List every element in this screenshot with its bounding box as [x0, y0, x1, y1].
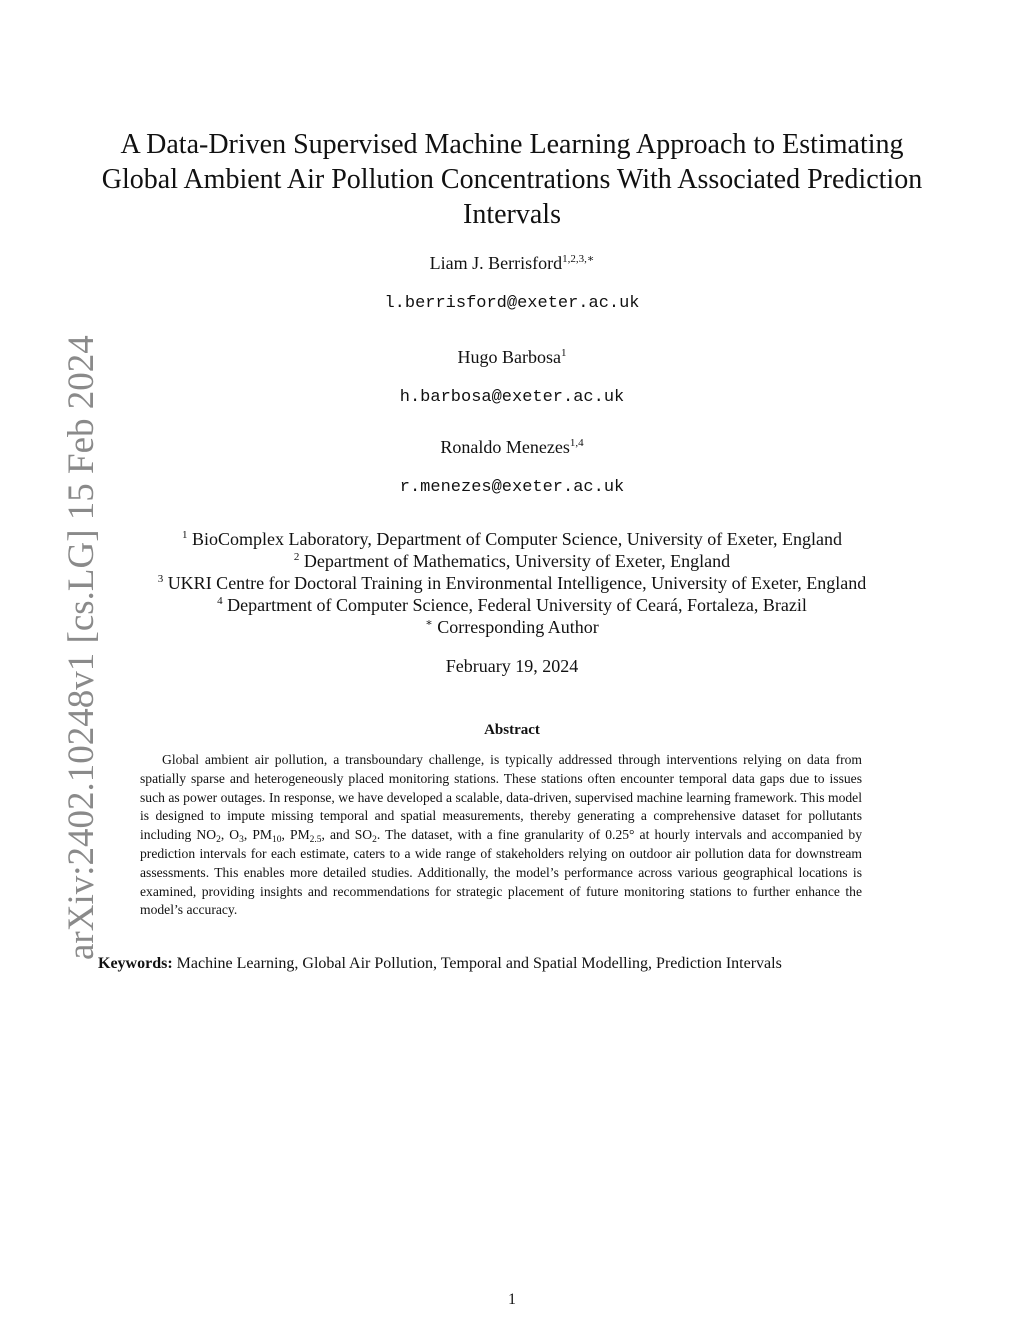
- affiliation-line: [0, 550, 1024, 572]
- subscript: 3: [239, 835, 244, 846]
- abstract-text: . The dataset, with a fine granularity of 0.25° at hourly intervals and accompanied by prediction intervals for each estimate, caters to a wide range of stakeholders relying on outdoor air pollution data for downstream assessments. This enables more detailed studies. Additionally, the model’s performance across various geographical locations is examined, providing insights and recommendations for strategic placement of future monitoring stations to further enhance the model’s accuracy.: [140, 827, 863, 918]
- affiliation-line: [0, 616, 1024, 638]
- affiliations-block: [0, 528, 1024, 638]
- author-name: [0, 252, 1024, 274]
- author-name-text: Hugo Barbosa: [457, 347, 561, 367]
- affiliation-text: Department of Computer Science, Federal University of Ceará, Fortaleza, Brazil: [222, 595, 807, 615]
- affiliation-number: ∗: [425, 617, 433, 629]
- author-name-text: Ronaldo Menezes: [440, 437, 570, 457]
- publication-date: February 19, 2024: [445, 656, 579, 676]
- subscript: 2.5: [309, 835, 322, 846]
- abstract-text: , O: [220, 827, 240, 843]
- affiliation-line: [0, 528, 1024, 550]
- author-name: [0, 436, 1024, 458]
- affiliation-number: 4: [217, 595, 223, 607]
- arxiv-identifier: arXiv:2402.10248v1 [cs.LG] 15 Feb 2024: [61, 335, 102, 960]
- abstract-text: Global ambient air pollution, a transboundary challenge, is typically addressed through interventions relying on data from spatially sparse and heterogeneously placed monitoring stations. These stations often encounter temporal data gaps due to issues such as power outages. In response, we have developed a scalable, data-driven, supervised machine learning framework. This model is designed to impute missing temporal and spatial measurements, thereby generating a comprehensive dataset for pollutants including NO: [140, 752, 862, 843]
- author-email[interactable]: r.menezes@exeter.ac.uk: [399, 478, 625, 497]
- keywords-text: Machine Learning, Global Air Pollution, Temporal and Spatial Modelling, Prediction Intervals: [172, 955, 782, 972]
- author-email[interactable]: h.barbosa@exeter.ac.uk: [399, 388, 625, 407]
- author-affiliation-marks: 1,2,3,∗: [562, 253, 595, 265]
- keywords-line: [98, 954, 938, 974]
- abstract-heading: Abstract: [484, 722, 540, 738]
- affiliation-number: 3: [157, 573, 164, 585]
- author-affiliation-marks: 1,4: [569, 437, 584, 449]
- subscript: 2: [372, 835, 377, 846]
- affiliation-text: Corresponding Author: [432, 617, 599, 637]
- affiliation-text: UKRI Centre for Doctoral Training in Environmental Intelligence, University of Exeter, England: [163, 573, 867, 593]
- subscript: 10: [272, 835, 282, 846]
- affiliation-line: [0, 594, 1024, 616]
- affiliation-number: 2: [293, 551, 300, 563]
- affiliation-line: [0, 572, 1024, 594]
- keywords-label: Keywords:: [98, 955, 173, 972]
- affiliation-text: Department of Mathematics, University of Exeter, England: [299, 551, 731, 571]
- abstract-text: , PM: [281, 827, 310, 843]
- page-number: 1: [508, 1291, 516, 1308]
- abstract-body: [140, 751, 862, 920]
- subscript: 2: [216, 835, 221, 846]
- affiliation-number: 1: [182, 529, 188, 541]
- author-email[interactable]: l.berrisford@exeter.ac.uk: [384, 294, 640, 313]
- author-name-text: Liam J. Berrisford: [429, 253, 563, 273]
- paper-title: A Data-Driven Supervised Machine Learning Approach to Estimating Global Ambient Air Pollution Concentrations With Associated Prediction Intervals: [101, 129, 923, 230]
- affiliation-text: BioComplex Laboratory, Department of Computer Science, University of Exeter, England: [187, 529, 842, 549]
- author-name: [0, 346, 1024, 368]
- abstract-text: , and SO: [321, 827, 373, 843]
- author-affiliation-marks: 1: [560, 347, 567, 359]
- abstract-text: , PM: [243, 827, 273, 843]
